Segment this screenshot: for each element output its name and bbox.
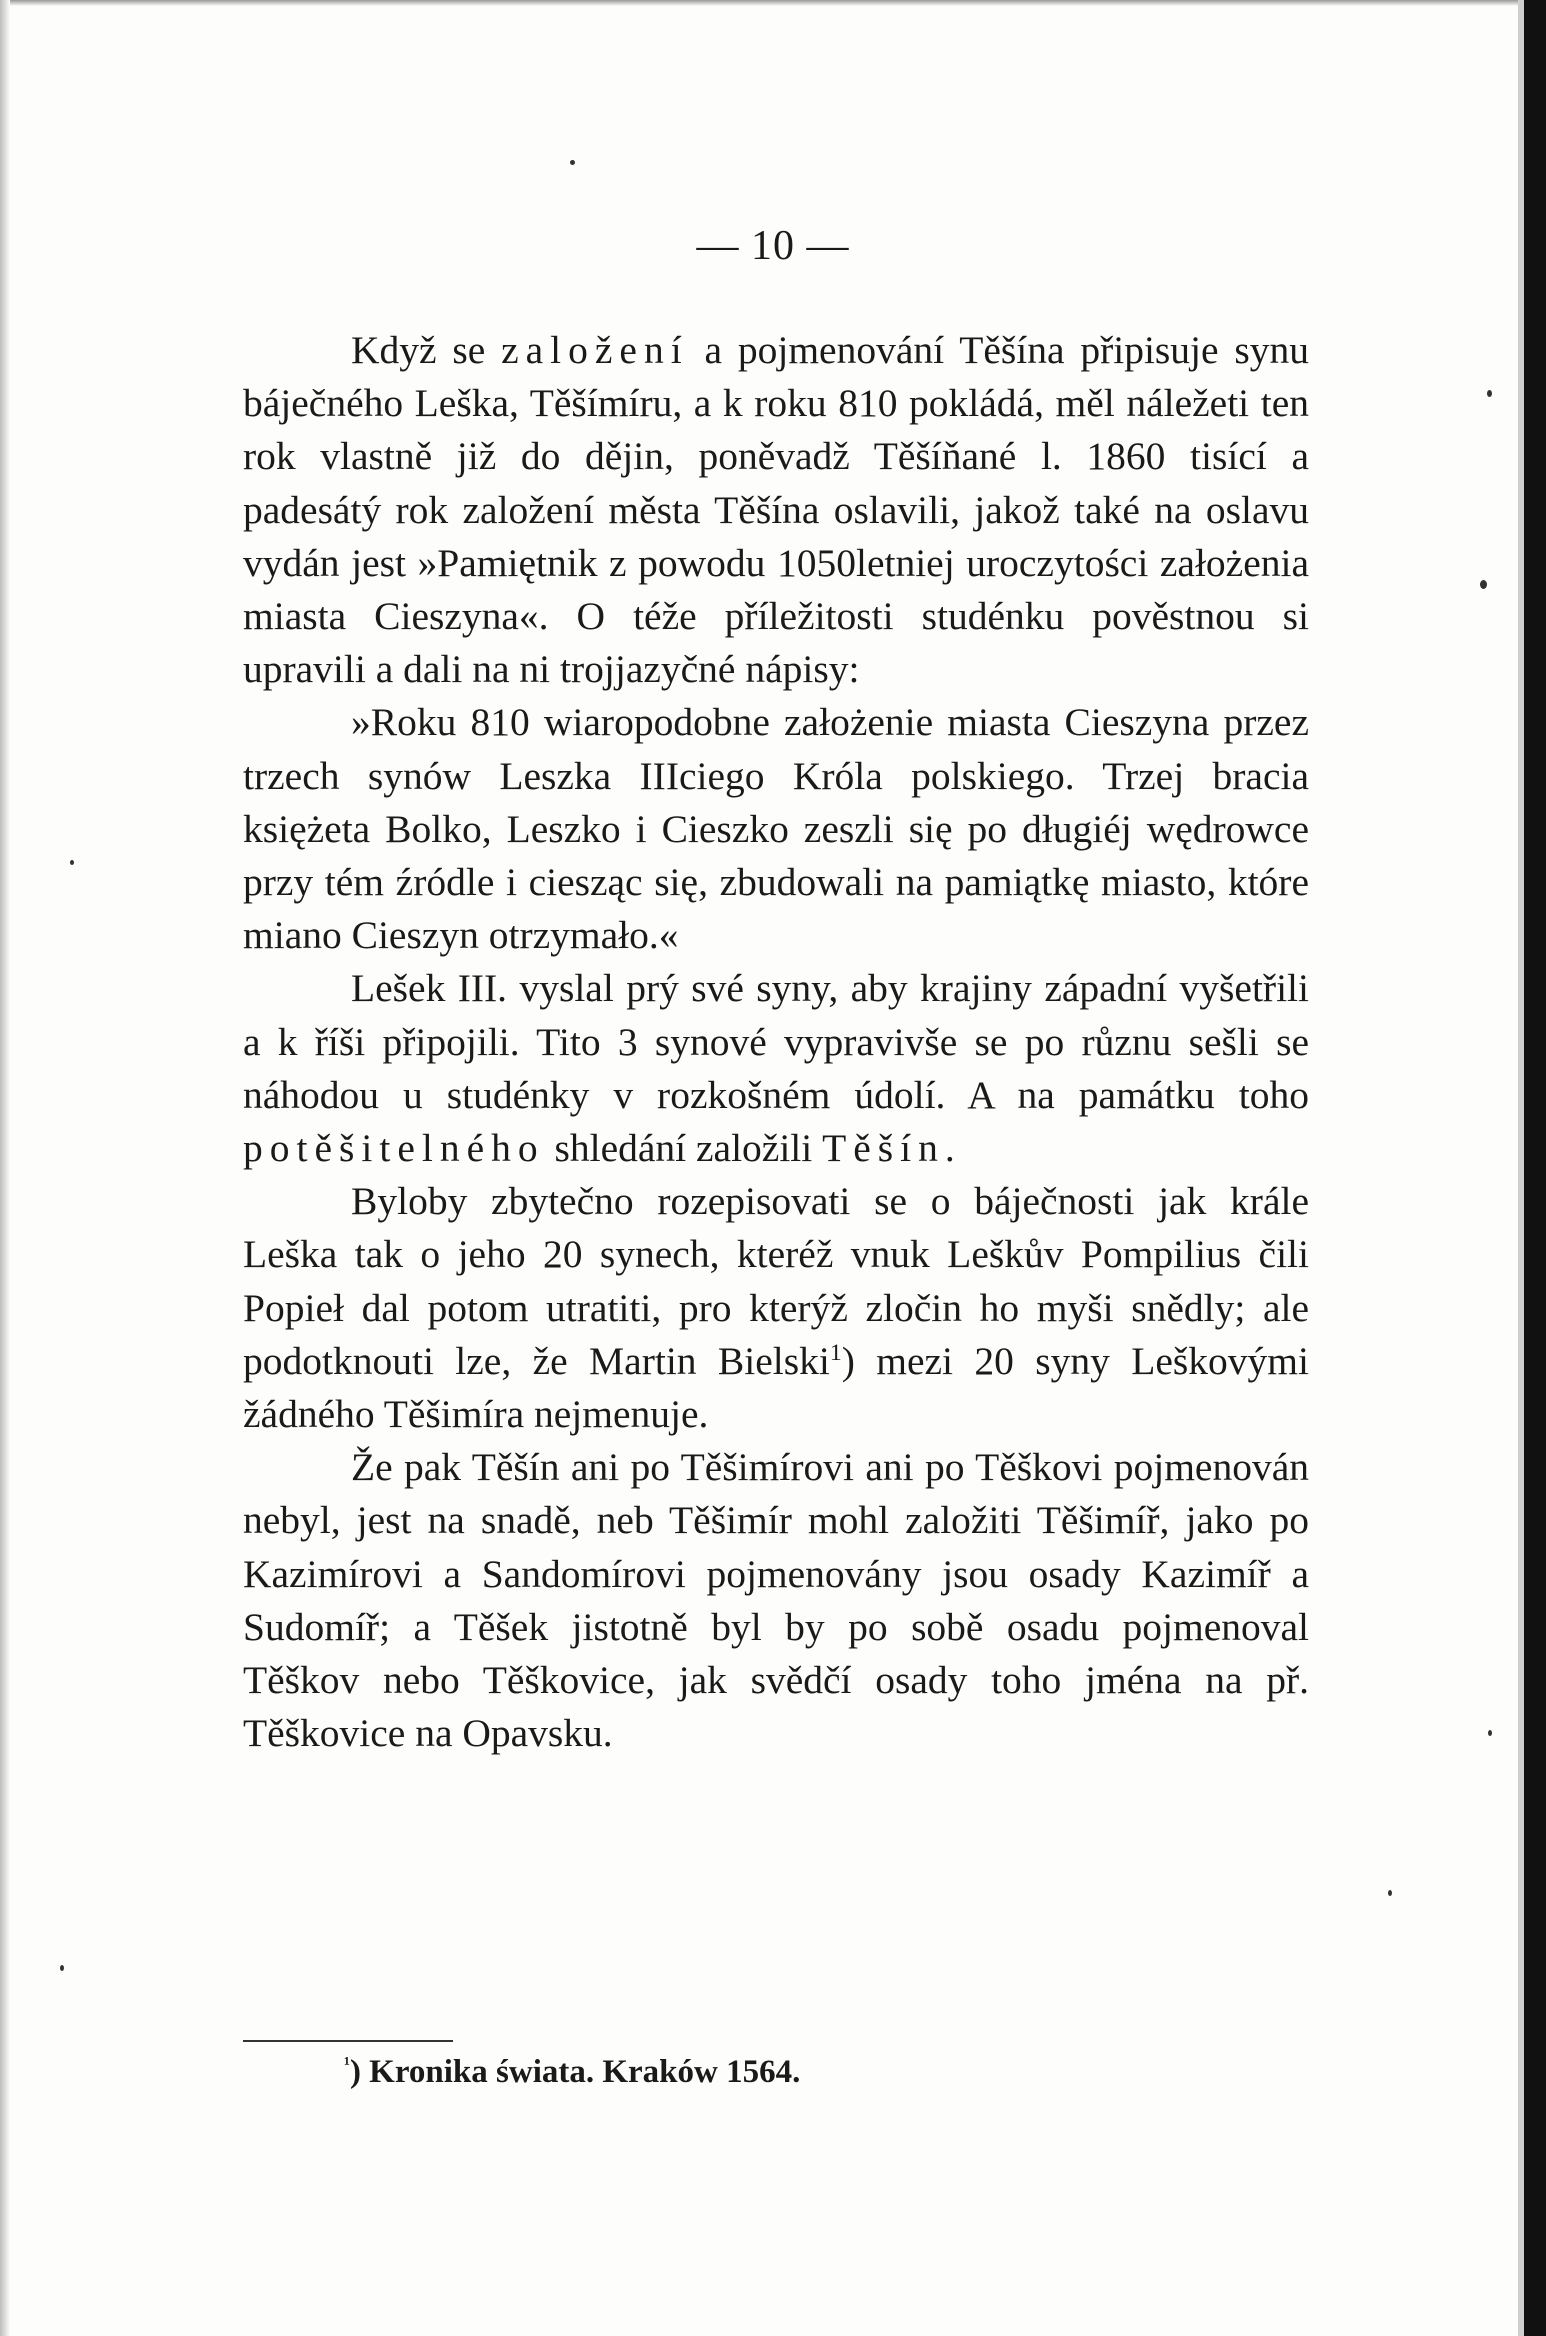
scan-speck	[60, 1965, 64, 1971]
scan-edge-top	[0, 0, 1546, 6]
scan-speck	[1488, 1730, 1492, 1736]
text-run: Byloby zbytečno rozepisovati se o báječnosti jak krále Leška tak o jeho 20 synech, kteréž vnuk Leškův Pompilius čili Popieł dal potom utratiti, pro kterýž zločin ho myši snědly; ale podotknouti lze, že Martin Bielski	[243, 1179, 1309, 1383]
emphasized-word: založení	[501, 328, 689, 372]
paragraph	[243, 962, 1309, 1175]
paragraph	[243, 1441, 1309, 1760]
scan-edge-right	[1524, 0, 1546, 2336]
page-number: — 10 —	[696, 223, 850, 269]
scan-speck	[70, 860, 74, 865]
text-run: ) mezi 20 syny Leškovými žádného Těšimíra nejmenuje.	[243, 1338, 1309, 1437]
paragraph	[243, 1175, 1309, 1441]
body-text	[243, 324, 1309, 1760]
footnote-reference: 1	[829, 1339, 842, 1366]
footnote	[344, 2050, 800, 2094]
text-run: a pojmenování Těšína připisuje synu báječného Leška, Těšímíru, a k roku 810 pokládá, měl náležeti ten rok vlastně již do dějin, poněvadž Těšíňané l. 1860 tisící a padesátý rok založení města Těšína oslavili, jakož také na oslavu vydán jest »Pamiętnik z powodu 1050letniej uroczytości założenia miasta Cieszyna«. O téže příležitosti studénku pověstnou si upravili a dali na ni trojjazyčné nápisy:	[243, 328, 1309, 692]
footnote-text: ) Kronika świata. Kraków 1564.	[349, 2054, 801, 2090]
scan-speck	[1487, 390, 1492, 397]
scan-speck	[1480, 580, 1487, 589]
text-run: Že pak Těšín ani po Těšimírovi ani po Těškovi pojmenován nebyl, jest na snadě, neb Těšimír mohl založiti Těšimíř, jako po Kazimírovi a Sandomírovi pojmenovány jsou osady Kazimíř a Sudomíř; a Těšek jistotně byl by po sobě osadu pojmenoval Těškov nebo Těškovice, jak svědčí osady toho jména na př. Těškovice na Opavsku.	[243, 1445, 1309, 1756]
scan-speck	[1388, 1890, 1392, 1896]
text-run: .	[944, 1126, 955, 1171]
paragraph-quote	[243, 696, 1309, 962]
footnote-mark: ¹	[344, 2053, 350, 2075]
text-run: »Roku 810 wiaropodobne założenie miasta Cieszyna przez trzech synów Leszka IIIciego Króla polskiego. Trzej bracia księżeta Bolko, Leszko i Cieszko zeszli się po długiéj wędrowce przy tém źródle i ciesząc się, zbudowali na pamiątkę miasto, które miano Cieszyn otrzymało.«	[243, 700, 1309, 958]
emphasized-word: potěšitelného	[243, 1126, 545, 1171]
footnote-divider	[243, 2040, 453, 2042]
paragraph	[243, 324, 1309, 696]
emphasized-word: Těšín	[822, 1126, 945, 1171]
scan-speck	[570, 160, 575, 165]
text-run: shledání založili	[544, 1126, 823, 1171]
text-run: Lešek III. vyslal prý své syny, aby krajiny západní vyšetřili a k říši připojili. Tito 3 synové vypravivše se po různu sešli se náhodou u studénky v rozkošném údolí. A na památku toho	[243, 966, 1309, 1117]
text-run: Když se	[351, 328, 502, 372]
scan-edge-left	[0, 0, 10, 2336]
